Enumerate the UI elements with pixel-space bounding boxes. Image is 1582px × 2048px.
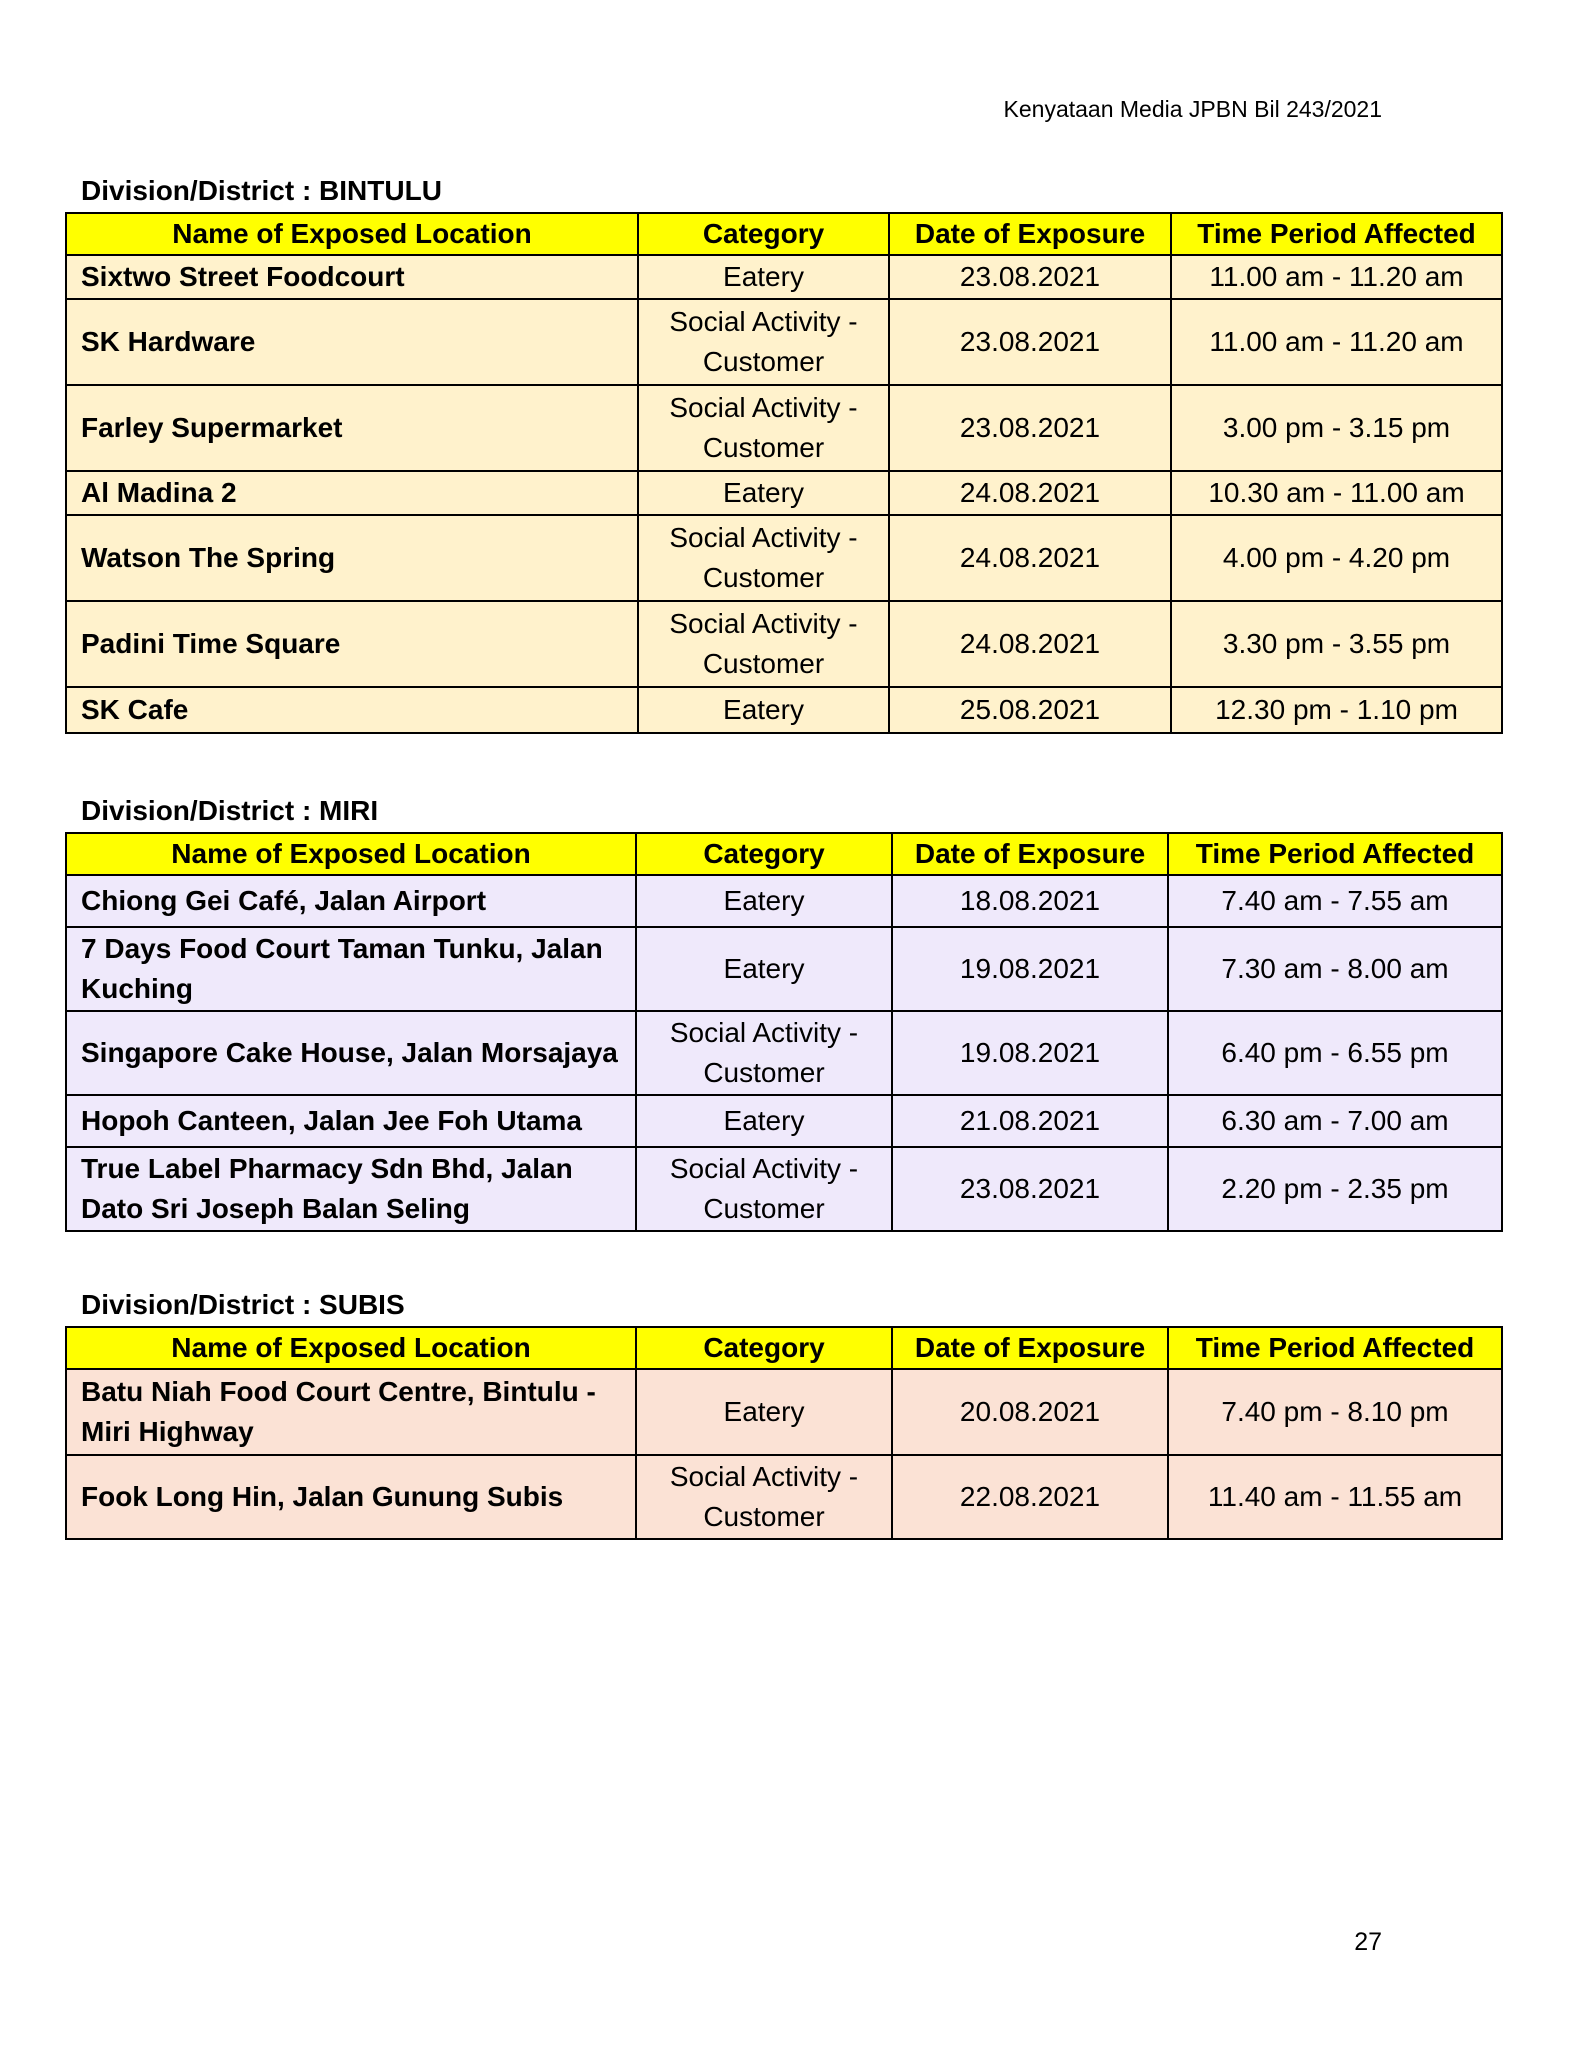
- location-cell: Padini Time Square: [66, 601, 638, 687]
- date-cell: 24.08.2021: [889, 515, 1171, 601]
- time-cell: 3.00 pm - 3.15 pm: [1171, 385, 1502, 471]
- table-row: [66, 515, 1502, 601]
- table-row: [66, 1011, 1502, 1095]
- time-cell: 2.20 pm - 2.35 pm: [1168, 1147, 1502, 1231]
- page-number: 27: [1354, 1928, 1382, 1956]
- category-cell: Social Activity - Customer: [638, 299, 889, 385]
- column-header-location: Name of Exposed Location: [66, 833, 636, 875]
- time-cell: 11.00 am - 11.20 am: [1171, 255, 1502, 299]
- date-cell: 19.08.2021: [892, 927, 1168, 1011]
- time-cell: 4.00 pm - 4.20 pm: [1171, 515, 1502, 601]
- column-header-location: Name of Exposed Location: [66, 1327, 636, 1369]
- section-bintulu: [65, 172, 1501, 734]
- table-row: [66, 1147, 1502, 1231]
- section-subis: [65, 1286, 1501, 1540]
- location-cell: Hopoh Canteen, Jalan Jee Foh Utama: [66, 1095, 636, 1147]
- column-header-date: Date of Exposure: [889, 213, 1171, 255]
- table-row: [66, 875, 1502, 927]
- category-cell: Eatery: [636, 927, 892, 1011]
- table-row: [66, 1369, 1502, 1455]
- section-miri: [65, 792, 1501, 1232]
- table-row: [66, 385, 1502, 471]
- date-cell: 24.08.2021: [889, 471, 1171, 515]
- time-cell: 6.30 am - 7.00 am: [1168, 1095, 1502, 1147]
- category-cell: Social Activity - Customer: [636, 1011, 892, 1095]
- exposure-table-subis: [65, 1326, 1503, 1540]
- column-header-category: Category: [636, 1327, 892, 1369]
- time-cell: 11.40 am - 11.55 am: [1168, 1455, 1502, 1539]
- date-cell: 25.08.2021: [889, 687, 1171, 733]
- table-header-row: [66, 833, 1502, 875]
- date-cell: 21.08.2021: [892, 1095, 1168, 1147]
- time-cell: 11.00 am - 11.20 am: [1171, 299, 1502, 385]
- table-row: [66, 601, 1502, 687]
- district-heading: Division/District : MIRI: [81, 795, 379, 826]
- date-cell: 24.08.2021: [889, 601, 1171, 687]
- category-cell: Eatery: [638, 687, 889, 733]
- category-cell: Social Activity - Customer: [636, 1147, 892, 1231]
- location-cell: True Label Pharmacy Sdn Bhd, Jalan Dato Sri Joseph Balan Seling: [66, 1147, 636, 1231]
- category-cell: Eatery: [638, 255, 889, 299]
- date-cell: 23.08.2021: [889, 255, 1171, 299]
- column-header-category: Category: [638, 213, 889, 255]
- location-cell: Sixtwo Street Foodcourt: [66, 255, 638, 299]
- column-header-time: Time Period Affected: [1168, 1327, 1502, 1369]
- category-cell: Social Activity - Customer: [638, 515, 889, 601]
- location-cell: Watson The Spring: [66, 515, 638, 601]
- date-cell: 23.08.2021: [892, 1147, 1168, 1231]
- location-cell: Farley Supermarket: [66, 385, 638, 471]
- column-header-date: Date of Exposure: [892, 1327, 1168, 1369]
- category-cell: Eatery: [638, 471, 889, 515]
- column-header-date: Date of Exposure: [892, 833, 1168, 875]
- table-row: [66, 471, 1502, 515]
- column-header-time: Time Period Affected: [1171, 213, 1502, 255]
- time-cell: 10.30 am - 11.00 am: [1171, 471, 1502, 515]
- location-cell: 7 Days Food Court Taman Tunku, Jalan Kuching: [66, 927, 636, 1011]
- district-heading: Division/District : SUBIS: [81, 1289, 405, 1320]
- date-cell: 18.08.2021: [892, 875, 1168, 927]
- category-cell: Social Activity - Customer: [636, 1455, 892, 1539]
- location-cell: Al Madina 2: [66, 471, 638, 515]
- district-heading: Division/District : BINTULU: [81, 175, 442, 206]
- location-cell: Singapore Cake House, Jalan Morsajaya: [66, 1011, 636, 1095]
- table-row: [66, 1455, 1502, 1539]
- time-cell: 6.40 pm - 6.55 pm: [1168, 1011, 1502, 1095]
- time-cell: 7.40 pm - 8.10 pm: [1168, 1369, 1502, 1455]
- category-cell: Social Activity - Customer: [638, 385, 889, 471]
- table-header-row: [66, 1327, 1502, 1369]
- date-cell: 20.08.2021: [892, 1369, 1168, 1455]
- table-header-row: [66, 213, 1502, 255]
- column-header-location: Name of Exposed Location: [66, 213, 638, 255]
- exposure-table-bintulu: [65, 212, 1503, 734]
- date-cell: 22.08.2021: [892, 1455, 1168, 1539]
- location-cell: Fook Long Hin, Jalan Gunung Subis: [66, 1455, 636, 1539]
- category-cell: Eatery: [636, 1369, 892, 1455]
- location-cell: SK Cafe: [66, 687, 638, 733]
- column-header-category: Category: [636, 833, 892, 875]
- table-row: [66, 927, 1502, 1011]
- location-cell: Batu Niah Food Court Centre, Bintulu - Miri Highway: [66, 1369, 636, 1455]
- document-reference: Kenyataan Media JPBN Bil 243/2021: [1003, 96, 1382, 122]
- time-cell: 12.30 pm - 1.10 pm: [1171, 687, 1502, 733]
- category-cell: Eatery: [636, 875, 892, 927]
- date-cell: 19.08.2021: [892, 1011, 1168, 1095]
- date-cell: 23.08.2021: [889, 299, 1171, 385]
- column-header-time: Time Period Affected: [1168, 833, 1502, 875]
- location-cell: Chiong Gei Café, Jalan Airport: [66, 875, 636, 927]
- table-row: [66, 1095, 1502, 1147]
- time-cell: 3.30 pm - 3.55 pm: [1171, 601, 1502, 687]
- date-cell: 23.08.2021: [889, 385, 1171, 471]
- table-row: [66, 687, 1502, 733]
- table-row: [66, 299, 1502, 385]
- category-cell: Social Activity - Customer: [638, 601, 889, 687]
- time-cell: 7.40 am - 7.55 am: [1168, 875, 1502, 927]
- table-row: [66, 255, 1502, 299]
- exposure-table-miri: [65, 832, 1503, 1232]
- location-cell: SK Hardware: [66, 299, 638, 385]
- category-cell: Eatery: [636, 1095, 892, 1147]
- time-cell: 7.30 am - 8.00 am: [1168, 927, 1502, 1011]
